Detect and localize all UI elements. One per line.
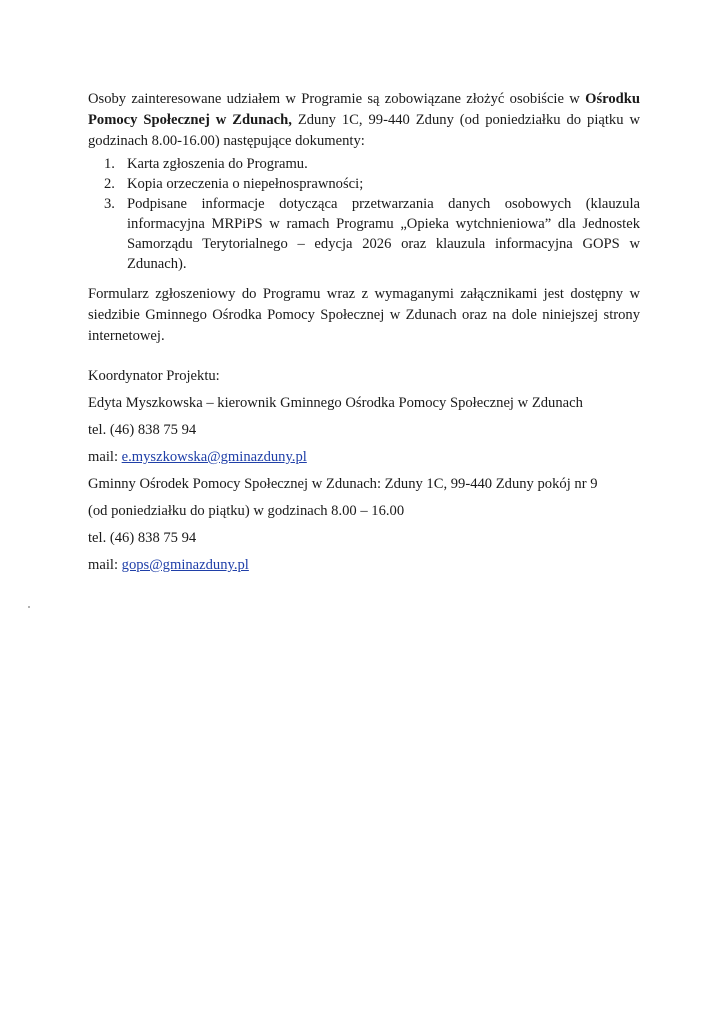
office-mail-line	[88, 555, 249, 575]
list-item-number: 2.	[104, 176, 115, 192]
office-email-link[interactable]: gops@gminazduny.pl	[121, 557, 249, 573]
list-item-text: Podpisane informacje dotycząca przetwarzania danych osobowych (klauzula informacyjna MRPiPS w ramach Programu „Opieka wytchnieniowa” dla Jednostek Samorządu Terytorialnego – edycja 2026 oraz klauzula informacyjna GOPS w Zdunach).	[127, 196, 640, 272]
list-item-number: 3.	[104, 196, 115, 212]
intro-org-name: Ośrodku Pomocy Społecznej w Zdunach,	[88, 91, 640, 128]
coordinator-heading: Koordynator Projektu:	[88, 368, 220, 384]
required-documents-list	[104, 154, 640, 274]
office-mail-label: mail:	[88, 557, 122, 573]
list-item	[104, 154, 640, 174]
office-hours: (od poniedziałku do piątku) w godzinach 8.00 – 16.00	[88, 503, 405, 519]
list-item-text: Karta zgłoszenia do Programu.	[127, 156, 308, 172]
office-address: Gminny Ośrodek Pomocy Społecznej w Zdunach: Zduny 1C, 99-440 Zduny pokój nr 9	[88, 476, 598, 492]
coordinator-mail-line	[88, 447, 307, 467]
list-item	[104, 174, 640, 194]
coordinator-phone: tel. (46) 838 75 94	[88, 422, 197, 438]
list-item	[104, 194, 640, 274]
coordinator-email-link[interactable]: e.myszkowska@gminazduny.pl	[121, 449, 307, 465]
coordinator-mail-label: mail:	[88, 449, 122, 465]
coordinator-person: Edyta Myszkowska – kierownik Gminnego Ośrodka Pomocy Społecznej w Zdunach	[88, 395, 583, 411]
intro-text-before: Osoby zainteresowane udziałem w Programie są zobowiązane złożyć osobiście w	[88, 91, 586, 107]
scan-speck	[28, 606, 30, 608]
office-phone: tel. (46) 838 75 94	[88, 530, 197, 546]
list-item-text: Kopia orzeczenia o niepełnosprawności;	[127, 176, 364, 192]
intro-paragraph	[88, 89, 640, 152]
list-item-number: 1.	[104, 156, 115, 172]
form-availability-paragraph: Formularz zgłoszeniowy do Programu wraz z wymaganymi załącznikami jest dostępny w siedzibie Gminnego Ośrodka Pomocy Społecznej w Zdunach oraz na dole niniejszej strony internetowej.	[88, 286, 640, 344]
intro-text-after: Zduny 1C, 99-440 Zduny (od poniedziałku do piątku w godzinach 8.00-16.00) następujące dokumenty:	[88, 112, 640, 149]
